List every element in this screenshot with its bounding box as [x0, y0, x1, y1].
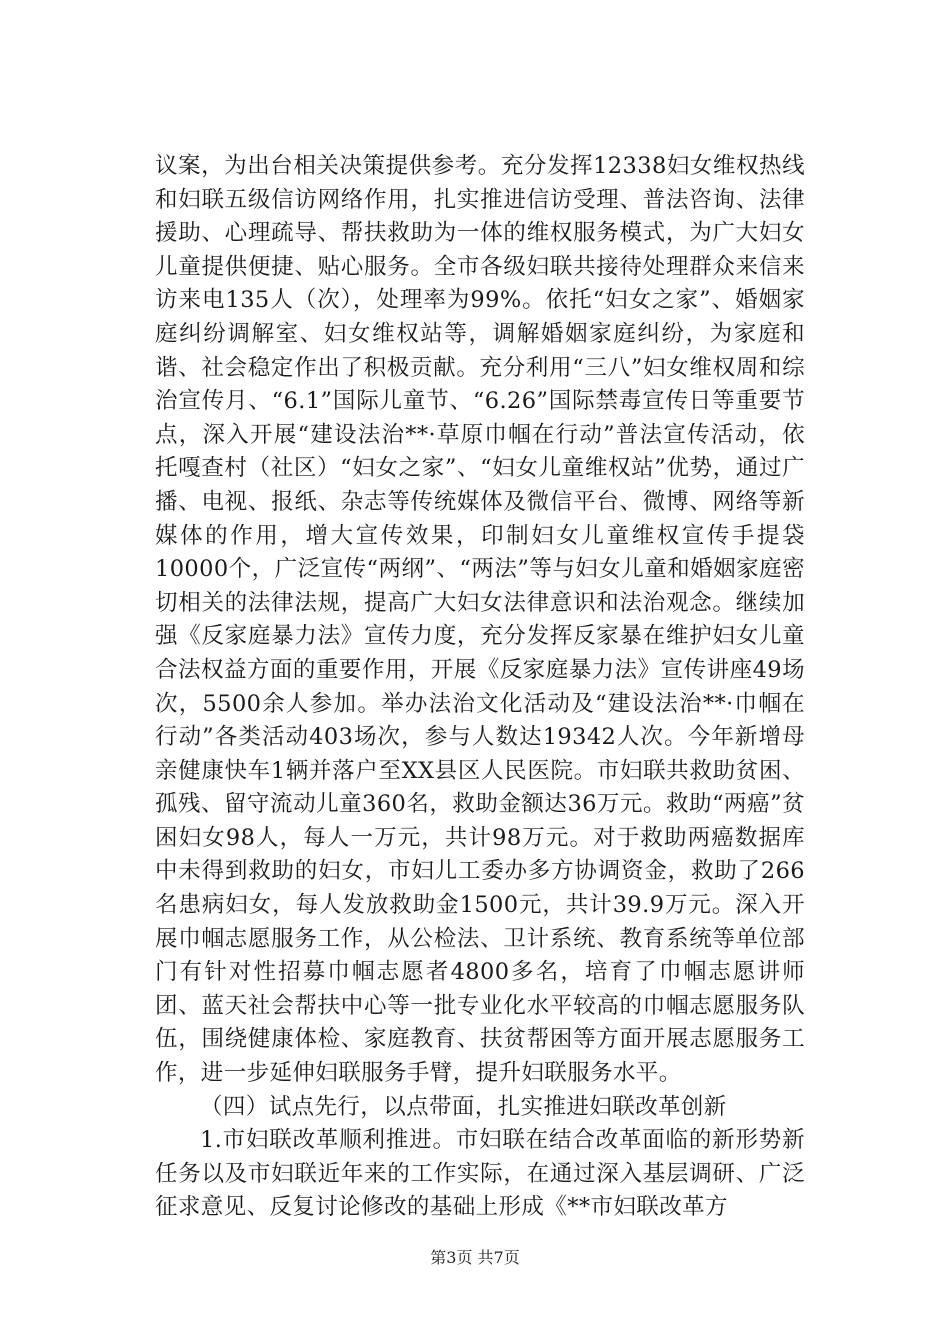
document-body [155, 150, 805, 1225]
page-footer [0, 1245, 950, 1268]
body-paragraph-1: 议案，为出台相关决策提供参考。充分发挥12338妇女维权热线和妇联五级信访网络作用，扎实推进信访受理、普法咨询、法律援助、心理疏导、帮扶救助为一体的维权服务模式，为广大妇女儿童提供便捷、贴心服务。全市各级妇联共接待处理群众来信来访来电135人（次），处理率为99%。依托“妇女之家”、婚姻家庭纠纷调解室、妇女维权站等，调解婚姻家庭纠纷，为家庭和谐、社会稳定作出了积极贡献。充分利用“三八”妇女维权周和综治宣传月、“6.1”国际儿童节、“6.26”国际禁毒宣传日等重要节点，深入开展“建设法治**·草原巾帼在行动”普法宣传活动，依托嘎查村（社区）“妇女之家”、“妇女儿童维权站”优势，通过广播、电视、报纸、杂志等传统媒体及微信平台、微博、网络等新媒体的作用，增大宣传效果，印制妇女儿童维权宣传手提袋10000个，广泛宣传“两纲”、“两法”等与妇女儿童和婚姻家庭密切相关的法律法规，提高广大妇女法律意识和法治观念。继续加强《反家庭暴力法》宣传力度，充分发挥反家暴在维护妇女儿童合法权益方面的重要作用，开展《反家庭暴力法》宣传讲座49场次，5500余人参加。举办法治文化活动及“建设法治**·巾帼在行动”各类活动403场次，参与人数达19342人次。今年新增母亲健康快车1辆并落户至XX县区人民医院。市妇联共救助贫困、孤残、留守流动儿童360名，救助金额达36万元。救助“两癌”贫困妇女98人，每人一万元，共计98万元。对于救助两癌数据库中未得到救助的妇女，市妇儿工委办多方协调资金，救助了266名患病妇女，每人发放救助金1500元，共计39.9万元。深入开展巾帼志愿服务工作，从公检法、卫计系统、教育系统等单位部门有针对性招募巾帼志愿者4800多名，培育了巾帼志愿讲师团、蓝天社会帮扶中心等一批专业化水平较高的巾帼志愿服务队伍，围绕健康体检、家庭教育、扶贫帮困等方面开展志愿服务工作，进一步延伸妇联服务手臂，提升妇联服务水平。 [155, 153, 805, 1087]
page-number-indicator: 第3页 共7页 [430, 1248, 520, 1267]
body-paragraph-2: 1.市妇联改革顺利推进。市妇联在结合改革面临的新形势新任务以及市妇联近年来的工作实际，在通过深入基层调研、广泛征求意见、反复讨论修改的基础上形成《**市妇联改革方 [155, 1127, 805, 1221]
section-heading: （四）试点先行，以点带面，扎实推进妇联改革创新 [200, 1093, 727, 1120]
